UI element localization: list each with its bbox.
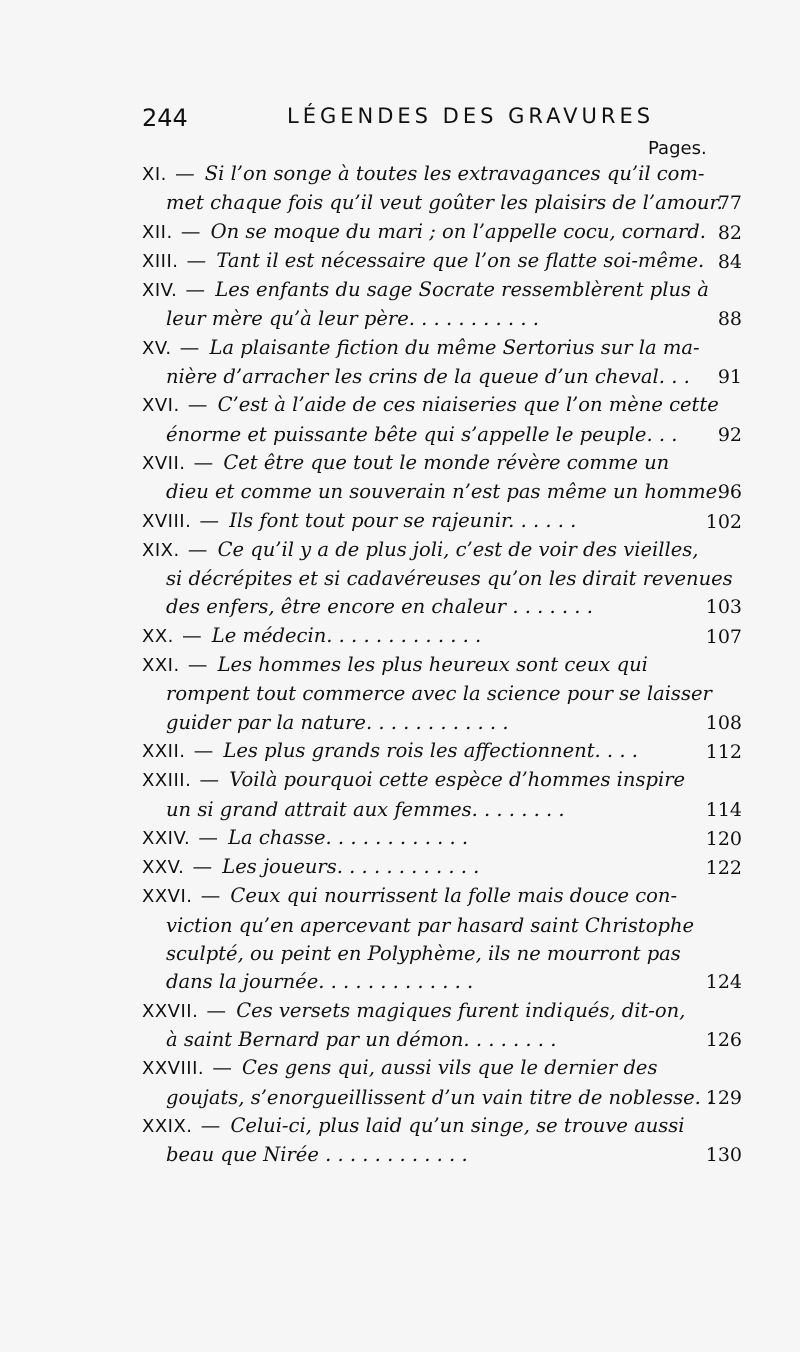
- page-reference: 114: [705, 798, 742, 821]
- legend-entry: [142, 651, 742, 737]
- legend-text: met chaque fois qu’il veut goûter les plaisirs de l’amour.: [166, 191, 723, 215]
- running-title: LÉGENDES DES GRAVURES: [287, 104, 655, 128]
- legend-text: Ceux qui nourrissent la folle mais douce con-: [230, 884, 678, 908]
- legend-line: [142, 363, 737, 391]
- legend-line: [142, 1084, 737, 1112]
- plate-numeral: XVIII.: [142, 510, 192, 532]
- legend-entry: [142, 247, 742, 276]
- legend-text: énorme et puissante bête qui s’appelle le peuple. . .: [166, 422, 678, 446]
- legend-line: [142, 391, 737, 420]
- legend-line: [142, 276, 737, 305]
- legend-entry: [142, 737, 742, 766]
- em-dash: —: [200, 998, 233, 1022]
- page-reference: 84: [717, 250, 742, 273]
- legend-entry: [142, 536, 742, 622]
- em-dash: —: [193, 768, 226, 792]
- legend-entry: [142, 218, 742, 247]
- plate-numeral: XXII.: [142, 740, 186, 762]
- legend-line: [142, 766, 737, 795]
- legend-text: nière d’arracher les crins de la queue d’un cheval. . .: [166, 365, 690, 389]
- page-reference: 126: [705, 1028, 742, 1051]
- plate-numeral: XX.: [142, 625, 174, 647]
- legend-text: C’est à l’aide de ces niaiseries que l’on mène cette: [217, 393, 719, 417]
- legend-line: [142, 622, 737, 651]
- legend-text: Ils font tout pour se rajeunir. . . . . .: [229, 508, 577, 532]
- legend-line: [142, 1026, 737, 1054]
- page-reference: 122: [705, 857, 742, 880]
- plate-numeral: XXV.: [142, 857, 185, 879]
- legend-line: [142, 536, 737, 565]
- legend-entry: [142, 1112, 742, 1170]
- page-reference: 129: [705, 1086, 742, 1109]
- legend-text: leur mère qu’à leur père. . . . . . . . . . .: [166, 307, 539, 331]
- legend-line: [142, 421, 737, 449]
- em-dash: —: [168, 162, 201, 185]
- plate-numeral: XXIX.: [142, 1115, 193, 1137]
- plate-numeral: XIX.: [142, 539, 180, 561]
- legend-line: [142, 247, 737, 276]
- legend-line: [142, 507, 737, 536]
- page-reference: 96: [717, 481, 742, 504]
- pages-column-label: Pages.: [648, 138, 707, 159]
- page-reference: 120: [705, 827, 742, 850]
- legend-text: Celui-ci, plus laid qu’un singe, se trouve aussi: [230, 1113, 685, 1137]
- legend-entry: [142, 391, 742, 449]
- legend-text: un si grand attrait aux femmes. . . . . . . .: [166, 797, 565, 821]
- legend-entry: [142, 997, 742, 1055]
- em-dash: —: [187, 450, 220, 474]
- plate-numeral: XVII.: [142, 452, 186, 474]
- plate-numeral: XXIV.: [142, 827, 191, 849]
- legend-text: si décrépites et si cadavéreuses qu’on les dirait revenues: [166, 567, 733, 591]
- legend-text: Ce qu’il y a de plus joli, c’est de voir des vieilles,: [217, 537, 699, 561]
- legend-entry: [142, 766, 742, 824]
- legend-text: Les joueurs. . . . . . . . . . . .: [222, 855, 480, 879]
- plate-numeral: XIII.: [142, 250, 179, 272]
- legend-line: [142, 1141, 737, 1169]
- legend-line: [142, 796, 737, 824]
- page-reference: 107: [705, 625, 742, 648]
- legend-line: [142, 737, 737, 766]
- illustration-list: [142, 160, 742, 1169]
- plate-numeral: XVI.: [142, 395, 180, 417]
- page-reference: 124: [705, 971, 742, 994]
- legend-text: Les plus grands rois les affectionnent. . . .: [223, 738, 638, 762]
- page-reference: 92: [717, 423, 742, 446]
- legend-text: des enfers, être encore en chaleur . . . . . . .: [166, 595, 593, 619]
- running-header: [142, 104, 742, 138]
- legend-text: Les hommes les plus heureux sont ceux qui: [217, 653, 648, 677]
- em-dash: —: [179, 278, 212, 302]
- legend-line: [142, 305, 737, 333]
- legend-line: [142, 218, 737, 247]
- plate-numeral: XXVII.: [142, 1000, 199, 1022]
- legend-line: [142, 824, 737, 853]
- page-reference: 112: [705, 740, 742, 763]
- legend-entry: [142, 622, 742, 651]
- plate-numeral: XXVI.: [142, 886, 193, 908]
- legend-entry: [142, 882, 742, 996]
- legend-entry: [142, 334, 742, 392]
- plate-numeral: XIV.: [142, 280, 178, 302]
- legend-text: On se moque du mari ; on l’appelle cocu, cornard.: [210, 219, 706, 243]
- legend-line: [142, 189, 737, 217]
- legend-text: La chasse. . . . . . . . . . . .: [228, 825, 469, 849]
- legend-line: [142, 940, 737, 968]
- em-dash: —: [193, 508, 226, 532]
- legend-line: [142, 334, 737, 363]
- plate-numeral: XII.: [142, 221, 173, 243]
- legend-entry: [142, 853, 742, 882]
- plate-numeral: XXIII.: [142, 770, 192, 792]
- em-dash: —: [194, 1113, 227, 1137]
- legend-text: viction qu’en apercevant par hasard saint Christophe: [166, 913, 695, 937]
- legend-text: goujats, s’enorgueillissent d’un vain titre de noblesse. .: [166, 1085, 714, 1109]
- legend-line: [142, 160, 737, 189]
- em-dash: —: [186, 855, 219, 879]
- legend-line: [142, 651, 737, 680]
- legend-entry: [142, 1054, 742, 1112]
- legend-text: La plaisante fiction du même Sertorius sur la ma-: [209, 335, 700, 359]
- page-reference: 91: [717, 366, 742, 389]
- legend-text: Ces versets magiques furent indiqués, dit-on,: [236, 998, 686, 1022]
- legend-line: [142, 709, 737, 737]
- legend-line: [142, 853, 737, 882]
- legend-text: beau que Nirée . . . . . . . . . . . .: [166, 1143, 468, 1167]
- page-number: 244: [142, 104, 188, 132]
- legend-line: [142, 478, 737, 506]
- legend-text: Le médecin. . . . . . . . . . . . .: [211, 623, 482, 647]
- legend-text: Tant il est nécessaire que l’on se flatte soi-même.: [216, 248, 705, 272]
- plate-numeral: XI.: [142, 164, 167, 185]
- em-dash: —: [187, 738, 220, 762]
- em-dash: —: [206, 1056, 239, 1080]
- plate-numeral: XXVIII.: [142, 1058, 205, 1080]
- page-reference: 108: [705, 711, 742, 734]
- plate-numeral: XV.: [142, 337, 172, 359]
- legend-line: [142, 912, 737, 940]
- page-reference: 103: [705, 596, 742, 619]
- legend-line: [142, 593, 737, 621]
- em-dash: —: [194, 884, 227, 908]
- legend-line: [142, 968, 737, 996]
- em-dash: —: [181, 653, 214, 677]
- em-dash: —: [181, 393, 214, 417]
- page-reference: 130: [705, 1144, 742, 1167]
- plate-numeral: XXI.: [142, 655, 180, 677]
- page-reference: 77: [717, 192, 742, 215]
- em-dash: —: [180, 248, 213, 272]
- legend-text: dieu et comme un souverain n’est pas même un homme.: [166, 480, 724, 504]
- legend-text: à saint Bernard par un démon. . . . . . . .: [166, 1027, 557, 1051]
- legend-text: sculpté, ou peint en Polyphème, ils ne mourront pas: [166, 942, 681, 966]
- em-dash: —: [173, 335, 206, 359]
- legend-entry: [142, 160, 742, 218]
- legend-line: [142, 1112, 737, 1141]
- page-reference: 82: [717, 221, 742, 244]
- legend-entry: [142, 276, 742, 334]
- legend-text: Si l’on songe à toutes les extravagances qu’il com-: [204, 162, 705, 185]
- legend-entry: [142, 449, 742, 507]
- legend-text: Ces gens qui, aussi vils que le dernier des: [242, 1056, 658, 1080]
- legend-line: [142, 680, 737, 708]
- em-dash: —: [174, 219, 207, 243]
- legend-text: guider par la nature. . . . . . . . . . . .: [166, 710, 509, 734]
- legend-text: Cet être que tout le monde révère comme un: [223, 450, 670, 474]
- page-reference: 102: [705, 510, 742, 533]
- legend-line: [142, 997, 737, 1026]
- legend-text: dans la journée. . . . . . . . . . . . .: [166, 970, 474, 994]
- legend-text: rompent tout commerce avec la science pour se laisser: [166, 682, 712, 706]
- legend-entry: [142, 507, 742, 536]
- legend-line: [142, 449, 737, 478]
- page-reference: 88: [717, 308, 742, 331]
- em-dash: —: [192, 825, 225, 849]
- legend-text: Les enfants du sage Socrate ressemblèrent plus à: [215, 278, 709, 302]
- em-dash: —: [175, 623, 208, 647]
- legend-line: [142, 1054, 737, 1083]
- em-dash: —: [181, 537, 214, 561]
- legend-entry: [142, 824, 742, 853]
- legend-line: [142, 882, 737, 911]
- legend-text: Voilà pourquoi cette espèce d’hommes inspire: [229, 768, 686, 792]
- legend-line: [142, 565, 737, 593]
